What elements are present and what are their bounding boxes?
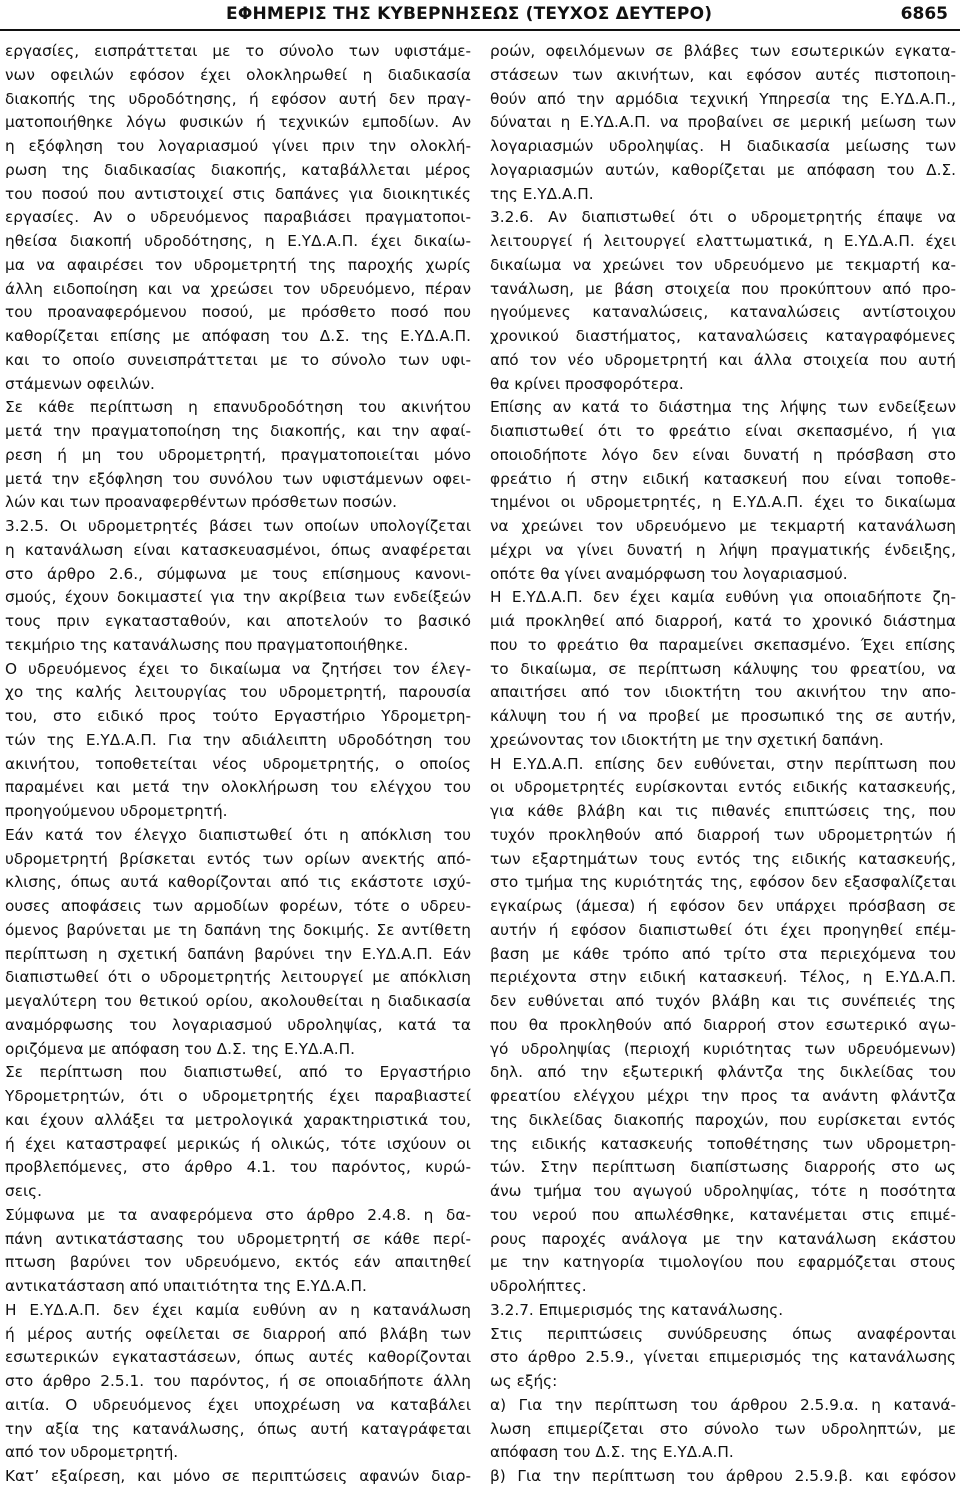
text-line: άνω τμήμα του αγωγού υδροληψίας, τότε η ποσότητα [490, 1182, 956, 1200]
text-line: περίπτωση η σχετική δαπάνη βαρύνει την Ε.ΥΔ.Α.Π. Εάν [5, 944, 471, 963]
text-line: απόφαση του Δ.Σ. της Ε.ΥΔ.Α.Π. [490, 1443, 734, 1462]
text-line: Σε κάθε περίπτωση η επανυδροδότηση του ακινήτου [5, 398, 471, 417]
text-line: διακοπής της υδροδότησης, ή εφόσον αυτή δεν πραγ- [5, 89, 471, 108]
text-line: στο άρθρο 2.6., σύμφωνα με τους επίσημους κανονι- [5, 564, 471, 583]
text-line: η εξόφληση του λογαριασμού γίνει πριν την ολοκλή- [5, 137, 471, 155]
header-divider [0, 29, 960, 31]
text-line: τών της Ε.ΥΔ.Α.Π. Για την αδιάλειπτη υδροδότηση του [5, 730, 471, 749]
text-line: οι υδρομετρητές ευρίσκονται εντός ειδικής κατασκευής, [490, 778, 956, 797]
text-line: χρονικού διαστήματος, καταναλώσεις καταγραφόμενες [490, 327, 956, 345]
text-line: ως εξής: [490, 1372, 558, 1390]
text-line: ηγούμενες καταναλώσεις, καταναλώσεις αντίστοιχου [490, 303, 956, 322]
text-line: λειτουργεί ή λειτουργεί ελαττωματικά, η Ε.ΥΔ.Α.Π. έχει [490, 232, 956, 250]
text-line: φρεατίου ελέγχου μέχρι την προς τα ανάντη φλάντζα [490, 1087, 956, 1105]
text-line: δικαίωμα να χρεώνει τον υδρευόμενο με τεκμαρτή κα- [490, 255, 956, 274]
text-line: νων οφειλών εφόσον έχει ολοκληρωθεί η διαδικασία [5, 65, 471, 84]
text-line: λών και των προαναφερθέντων πρόσθετων ποσών. [5, 493, 397, 512]
text-line: γό υδροληψίας (περιοχή κυριότητας των υδρευόμενων) [490, 1039, 956, 1058]
text-line: στο τμήμα της κυριότητάς της, εφόσον δεν εξασφαλίζεται [490, 873, 956, 892]
text-line: τους πριν εγκατασταθούν, και αποτελούν το βασικό [5, 612, 471, 630]
text-line: του, στο ειδικό προς τούτο Εργαστήριο Υδρομετρη- [5, 707, 471, 725]
text-line: ηθείσα διακοπή υδροδότησης, η Ε.ΥΔ.Α.Π. έχει δικαίω- [5, 232, 471, 250]
text-line: μέχρι να γίνει δυνατή η λήψη πραγματικής ένδειξης, [490, 540, 956, 559]
text-line: υδρομετρητή βρίσκεται εντός των ορίων ανεκτής από- [5, 849, 471, 868]
text-line: Σύμφωνα με τα αναφερόμενα στο άρθρο 2.4.8. η δα- [5, 1205, 471, 1224]
text-line: καθορίζεται επίσης με απόφαση του Δ.Σ. της Ε.ΥΔ.Α.Π. [5, 327, 471, 345]
text-line: στο άρθρο 2.5.1. του παρόντος, ή σε οποιαδήποτε άλλη [5, 1372, 471, 1390]
text-line: θούν από την αρμόδια τεχνική Υπηρεσία της Ε.ΥΔ.Α.Π., [490, 89, 956, 108]
text-line: οπότε θα γίνει αναμόρφωση του λογαριασμού. [490, 564, 848, 583]
text-line: τυχόν προκληθούν από διαρροή των υδρομετρητών ή [490, 825, 956, 844]
text-line: μα να αφαιρέσει τον υδρομετρητή της παροχής χωρίς [5, 255, 471, 274]
text-line: Κατ’ εξαίρεση, και μόνο σε περιπτώσεις αφανών διαρ- [5, 1467, 471, 1485]
text-line: στάσεων των ακινήτων, και εφόσον αυτές πιστοποιη- [490, 65, 956, 84]
text-line: κλισης, όπως αυτά καθορίζονται από τις εκάστοτε ισχύ- [5, 873, 471, 892]
gazette-title: ΕΦΗΜΕΡΙΣ ΤΗΣ ΚΥΒΕΡΝΗΣΕΩΣ (ΤΕΥΧΟΣ ΔΕΥΤΕΡΟ) [226, 4, 713, 24]
text-line: δεν ευθύνεται από τυχόν βλάβη και τις συνέπειές της [490, 992, 956, 1010]
text-line: οποιοδήποτε λόγο δεν είναι δυνατή η πρόσβαση στο [490, 445, 956, 464]
text-line: αιτία. Ο υδρευόμενος έχει υποχρέωση να καταβάλει [5, 1395, 471, 1414]
text-line: του προαναφερόμενου ποσού, με πρόσθετο ποσό που [5, 303, 471, 322]
text-line: του νερού που απωλέσθηκε, κατανέμεται στις επιμέ- [490, 1205, 956, 1224]
text-line: για κάθε βλάβη και τις πιθανές επιπτώσεις της, που [490, 802, 956, 820]
text-line: Υδρομετρητών, ότι ο υδρομετρητής έχει παραβιαστεί [5, 1087, 471, 1105]
text-line: Η Ε.ΥΔ.Α.Π. δεν έχει καμία ευθύνη αν η κατανάλωση [5, 1300, 471, 1319]
text-line: β) Για την περίπτωση του άρθρου 2.5.9.β. και εφόσον [490, 1467, 956, 1485]
text-line: υδρολήπτες. [490, 1277, 587, 1295]
text-line: σεις. [5, 1182, 42, 1200]
text-line: μεγαλύτερη του θετικού ορίου, ακολουθείται η διαδικασία [5, 992, 471, 1010]
text-line: με την κατηγορία τιμολογίου που εφαρμόζεται στους [490, 1253, 956, 1272]
text-line: απαιτήσει από τον ιδιοκτήτη του ακινήτου την απο- [490, 683, 956, 702]
text-line: ουσες αποφάσεις των αρμοδίων φορέων, τότε ο υδρευ- [5, 897, 471, 915]
text-line: ρεση ή μη του υδρομετρητή, πραγματοποιείται μόνο [5, 445, 471, 464]
text-line: την αξία της κατανάλωσης, όπως αυτή καταγράφεται [5, 1419, 471, 1438]
text-line: ροών, οφειλόμενων σε βλάβες των εσωτερικών εγκατα- [490, 42, 956, 60]
text-line: του ποσού που αντιστοιχεί στις δαπάνες για διοικητικές [5, 184, 471, 203]
text-line: Εάν κατά τον έλεγχο διαπιστωθεί ότι η απόκλιση του [5, 825, 471, 844]
text-line: ρωση της διαδικασίας διακοπής, καταβάλλεται μέρος [5, 160, 471, 179]
text-line: ακινήτου, τοποθετείται νέος υδρομετρητής, ο οποίος [5, 754, 471, 773]
text-line: μετά την πραγματοποίηση της διακοπής, και την αφαί- [5, 422, 471, 440]
text-line: και έχουν αλλάξει τα μετρολογικά χαρακτηριστικά του, [5, 1110, 471, 1129]
text-line: Ο υδρευόμενος έχει το δικαίωμα να ζητήσει τον έλεγ- [5, 659, 471, 678]
text-line: αυτήν ή εφόσον διαπιστωθεί ότι έχει προηγηθεί επέμ- [490, 920, 956, 939]
text-line: τών. Στην περίπτωση διαπίστωσης διαρροής στο ως [490, 1158, 956, 1177]
text-line: Η Ε.ΥΔ.Α.Π. δεν έχει καμία ευθύνη για οποιαδήποτε ζη- [490, 588, 956, 607]
text-line: που το φρεάτιο θα παραμείνει σκεπασμένο. Έχει επίσης [490, 635, 956, 654]
right-text-column [490, 40, 956, 1489]
text-line: α) Για την περίπτωση του άρθρου 2.5.9.α. η κατανά- [490, 1395, 956, 1414]
text-line: 3.2.7. Επιμερισμός της κατανάλωσης. [490, 1300, 784, 1319]
text-line: βαση με κάθε τρόπο από τρίτο στα περιεχόμενα του [490, 944, 956, 963]
text-line: πάνη αντικατάστασης του υδρομετρητή σε κάθε περί- [5, 1229, 471, 1248]
text-line: τεκμήριο της κατανάλωσης που πραγματοποιήθηκε. [5, 635, 409, 654]
text-line: που θα προκληθούν από διαρροή στον εσωτερικό αγω- [490, 1015, 956, 1034]
text-line: το δικαίωμα, σε περίπτωση κάλυψης του φρεατίου, να [490, 659, 956, 678]
text-line: μετά την εξόφληση του συνόλου των υφιστάμενων οφει- [5, 469, 471, 488]
text-line: λογαριασμών αυτών, καθορίζεται με απόφαση του Δ.Σ. [490, 160, 956, 179]
text-line: διαπιστωθεί ότι ο υδρομετρητής λειτουργεί με απόκλιση [5, 968, 471, 987]
text-line: εργασίες, εισπράττεται με το σύνολο των υφιστάμε- [5, 42, 471, 60]
text-line: ματοποιήθηκε λόγω φυσικών ή τεχνικών εμποδίων. Αν [5, 113, 471, 132]
text-line: προβλεπόμενες, στο άρθρο 4.1. του παρόντος, κυρώ- [5, 1158, 471, 1177]
text-line: Επίσης αν κατά το διάστημα της λήψης των ενδείξεων [490, 398, 956, 417]
text-line: Στις περιπτώσεις συνύδρευσης όπως αναφέρονται [490, 1324, 956, 1343]
page-header [0, 0, 960, 30]
text-line: από τον υδρομετρητή. [5, 1443, 179, 1462]
text-line: κάλυψη του ή να προβεί με προσωπικό της σε αυτήν, [490, 707, 956, 725]
text-line: από τον νέο υδρομετρητή και άλλα στοιχεία που αυτή [490, 350, 956, 369]
text-line: λωση επιμερίζεται στο σύνολο των υδροληπτών, με [490, 1419, 956, 1438]
text-line: πτωση βαρύνει τον υδρευόμενο, εκτός εάν απαιτηθεί [5, 1253, 471, 1272]
text-line: εσωτερικών εγκαταστάσεων, όπως αυτές καθορίζονται [5, 1348, 471, 1367]
text-line: παραμένει και μετά την ολοκλήρωση του ελέγχου του [5, 778, 471, 797]
text-line: ή έχει καταστραφεί μερικώς ή ολικώς, τότε ισχύουν οι [5, 1134, 471, 1153]
text-line: φρεάτιο ή στην ειδική κατασκευή που είναι τοποθε- [490, 469, 956, 488]
text-line: δύναται η Ε.ΥΔ.Α.Π. να προβαίνει σε μερική μείωση των [490, 113, 956, 132]
text-line: περιέχοντα στην ειδική κατασκευή. Τέλος, η Ε.ΥΔ.Α.Π. [490, 968, 956, 987]
text-line: ή μέρος αυτής οφείλεται σε διαρροή από βλάβη των [5, 1324, 471, 1343]
text-line: να χρεώνει τον υδρευόμενο με τεκμαρτή κατανάλωση [490, 517, 956, 535]
text-line: προηγούμενου υδρομετρητή. [5, 802, 228, 820]
text-line: εγκαίρως (άμεσα) ή εφόσον δεν υπάρχει πρόσβαση σε [490, 897, 956, 915]
text-line: δηλ. από την εξωτερική φλάντζα της δικλείδας του [490, 1063, 956, 1082]
text-line: αναμόρφωσης του λογαριασμού υδροληψίας, κατά τα [5, 1015, 471, 1034]
text-line: εργασίες. Αν ο υδρευόμενος παραβιάσει πραγματοποι- [5, 208, 471, 227]
text-line: και το οποίο συνεισπράττεται με το σύνολο των υφι- [5, 350, 471, 369]
text-line: αντικατάσταση από υπαιτιότητα της Ε.ΥΔ.Α.Π. [5, 1277, 367, 1295]
text-line: των εξαρτημάτων τους εντός της ειδικής κατασκευής, [490, 849, 956, 868]
text-line: χο της καλής λειτουργίας του υδρομετρητή, παρουσία [5, 683, 471, 702]
text-line: οριζόμενα με απόφαση του Δ.Σ. της Ε.ΥΔ.Α.Π. [5, 1039, 355, 1058]
text-line: σμούς, έχουν δοκιμαστεί για την ακρίβεια των ενδείξεών [5, 588, 471, 607]
text-line: μιά προκληθεί από διαρροή, κατά το χρονικό διάστημα [490, 612, 956, 630]
text-line: της Ε.ΥΔ.Α.Π. [490, 184, 594, 203]
text-line: τημένοι οι υδρομετρητές, η Ε.ΥΔ.Α.Π. έχει το δικαίωμα [490, 493, 956, 512]
page-number: 6865 [900, 4, 948, 24]
text-line: στο άρθρο 2.5.9., γίνεται επιμερισμός της κατανάλωσης [490, 1348, 956, 1367]
text-line: χρεώνοντας τον ιδιοκτήτη με την σχετική δαπάνη. [490, 730, 884, 749]
text-line: λογαριασμών υδροληψίας. Η διαδικασία μείωσης των [490, 137, 956, 155]
text-line: διαπιστωθεί ότι το φρεάτιο είναι σκεπασμένο, ή για [490, 422, 956, 440]
text-line: ρους παροχές ανάλογα με την κατανάλωση εκάστου [490, 1229, 956, 1248]
text-line: 3.2.5. Οι υδρομετρητές βάσει των οποίων υπολογίζεται [5, 517, 471, 535]
text-line: Η Ε.ΥΔ.Α.Π. επίσης δεν ευθύνεται, στην περίπτωση που [490, 754, 956, 773]
text-line: Σε περίπτωση που διαπιστωθεί, από το Εργαστήριο [5, 1063, 471, 1082]
text-line: της δικλείδας διακοπής παροχών, που ευρίσκεται εντός [490, 1110, 956, 1129]
text-line: τανάλωση, με βάση στοιχεία που προκύπτουν από προ- [490, 279, 956, 298]
left-text-column [5, 40, 471, 1489]
text-line: άλλη ειδοποίηση και να χρεώσει τον υδρευόμενο, πέραν [5, 279, 471, 298]
text-line: της ειδικής κατασκευής τοποθέτησης των υδρομετρη- [490, 1134, 956, 1153]
text-line: η κατανάλωση είναι κατασκευασμένοι, όπως αναφέρεται [5, 540, 471, 559]
text-line: στάμενων οφειλών. [5, 374, 155, 393]
text-line: 3.2.6. Αν διαπιστωθεί ότι ο υδρομετρητής έπαψε να [490, 208, 956, 227]
text-line: θα κρίνει προσφορότερα. [490, 374, 684, 393]
text-line: όμενος βαρύνεται με τη δαπάνη της δοκιμής. Σε αντίθετη [5, 920, 471, 939]
